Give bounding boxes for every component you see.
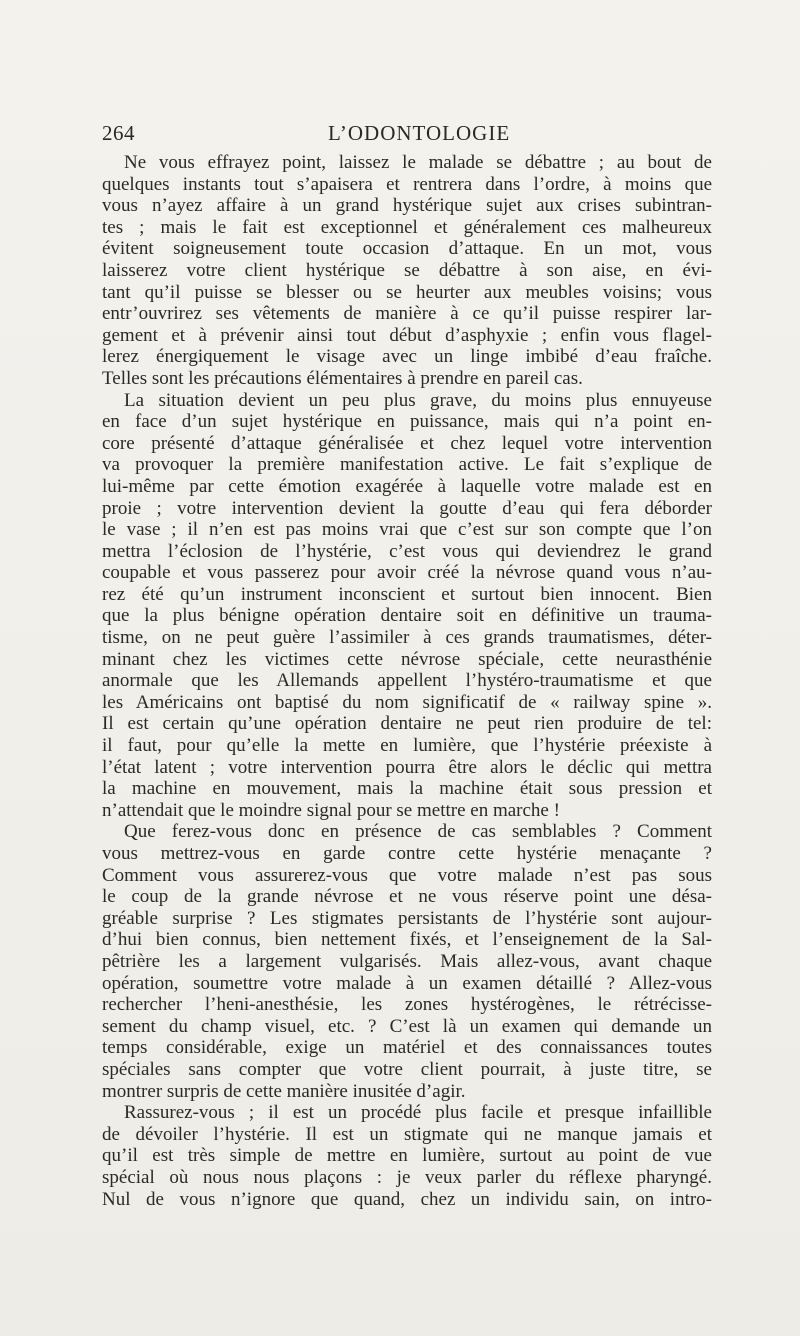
text-line: quelques instants tout s’apaisera et rentrera dans l’ordre, à moins que bbox=[102, 173, 712, 195]
text-line: anormale que les Allemands appellent l’hystéro-traumatisme et que bbox=[102, 670, 712, 692]
text-line: évitent soigneusement toute occasion d’attaque. En un mot, vous bbox=[102, 238, 712, 260]
text-line: lui-même par cette émotion exagérée à laquelle votre malade est en bbox=[102, 475, 712, 497]
text-line: en face d’un sujet hystérique en puissance, mais qui n’a point en- bbox=[102, 411, 712, 433]
body-text bbox=[102, 152, 712, 1210]
text-line: Il est certain qu’une opération dentaire ne peut rien produire de tel: bbox=[102, 713, 712, 735]
text-line: Nul de vous n’ignore que quand, chez un individu sain, on intro- bbox=[102, 1188, 712, 1210]
text-line: spéciales sans compter que votre client pourrait, à juste titre, se bbox=[102, 1058, 712, 1080]
text-line: rez été qu’un instrument inconscient et surtout bien innocent. Bien bbox=[102, 583, 712, 605]
text-line: proie ; votre intervention devient la goutte d’eau qui fera déborder bbox=[102, 497, 712, 519]
text-line: tisme, on ne peut guère l’assimiler à ces grands traumatismes, déter- bbox=[102, 627, 712, 649]
text-line: Que ferez-vous donc en présence de cas semblables ? Comment bbox=[124, 821, 712, 843]
text-line: il faut, pour qu’elle la mette en lumière, que l’hystérie préexiste à bbox=[102, 735, 712, 757]
text-line: rechercher l’heni-anesthésie, les zones hystérogènes, le rétrécisse- bbox=[102, 994, 712, 1016]
text-line: spécial où nous nous plaçons : je veux parler du réflexe pharyngé. bbox=[102, 1166, 712, 1188]
text-line: Ne vous effrayez point, laissez le malade se débattre ; au bout de bbox=[124, 152, 712, 173]
text-line: Rassurez-vous ; il est un procédé plus facile et presque infaillible bbox=[124, 1102, 712, 1124]
text-line: Telles sont les précautions élémentaires à prendre en pareil cas. bbox=[102, 367, 583, 389]
text-line: gréable surprise ? Les stigmates persistants de l’hystérie sont aujour- bbox=[102, 907, 712, 929]
text-line: lerez énergiquement le visage avec un linge imbibé d’eau fraîche. bbox=[102, 346, 712, 368]
page-number: 264 bbox=[102, 121, 135, 145]
text-line: de dévoiler l’hystérie. Il est un stigmate qui ne manque jamais et bbox=[102, 1123, 712, 1145]
text-line: qu’il est très simple de mettre en lumière, surtout au point de vue bbox=[102, 1145, 712, 1167]
text-line: va provoquer la première manifestation active. Le fait s’explique de bbox=[102, 454, 712, 476]
text-line: vous n’ayez affaire à un grand hystérique sujet aux crises subintran- bbox=[102, 195, 712, 217]
text-line: laisserez votre client hystérique se débattre à son aise, en évi- bbox=[102, 259, 712, 281]
text-line: tant qu’il puisse se blesser ou se heurter aux meubles voisins; vous bbox=[102, 281, 712, 303]
text-line: opération, soumettre votre malade à un examen détaillé ? Allez-vous bbox=[102, 972, 712, 994]
text-line: n’attendait que le moindre signal pour se mettre en marche ! bbox=[102, 799, 560, 821]
text-line: coupable et vous passerez pour avoir créé la névrose quand vous n’au- bbox=[102, 562, 712, 584]
text-line: d’hui bien connus, bien nettement fixés, et l’enseignement de la Sal- bbox=[102, 929, 712, 951]
page-header bbox=[102, 118, 712, 150]
text-line: entr’ouvrirez ses vêtements de manière à ce qu’il puisse respirer lar- bbox=[102, 303, 712, 325]
running-title: L’ODONTOLOGIE bbox=[328, 121, 511, 145]
text-line: montrer surpris de cette manière inusitée d’agir. bbox=[102, 1080, 466, 1102]
text-line: mettra l’éclosion de l’hystérie, c’est vous qui deviendrez le grand bbox=[102, 540, 712, 562]
text-line: l’état latent ; votre intervention pourra être alors le déclic qui mettra bbox=[102, 756, 712, 778]
text-line: minant chez les victimes cette névrose spéciale, cette neurasthénie bbox=[102, 648, 712, 670]
text-line: La situation devient un peu plus grave, du moins plus ennuyeuse bbox=[124, 389, 712, 411]
text-line: le coup de la grande névrose et ne vous réserve point une désa- bbox=[102, 886, 712, 908]
text-line: vous mettrez-vous en garde contre cette hystérie menaçante ? bbox=[102, 843, 712, 864]
text-line: temps considérable, exige un matériel et des connaissances toutes bbox=[102, 1037, 712, 1059]
text-line: pêtrière les a largement vulgarisés. Mais allez-vous, avant chaque bbox=[102, 950, 712, 972]
text-line: le vase ; il n’en est pas moins vrai que c’est sur son compte que l’on bbox=[102, 519, 712, 541]
text-line: tes ; mais le fait est exceptionnel et généralement ces malheureux bbox=[102, 216, 712, 238]
text-line: que la plus bénigne opération dentaire soit en définitive un trauma- bbox=[102, 605, 712, 627]
text-line: gement et à prévenir ainsi tout début d’asphyxie ; enfin vous flagel- bbox=[102, 324, 712, 346]
text-line: core présenté d’attaque généralisée et chez lequel votre intervention bbox=[102, 432, 712, 454]
text-line: sement du champ visuel, etc. ? C’est là un examen qui demande un bbox=[102, 1015, 712, 1037]
text-line: la machine en mouvement, mais la machine était sous pression et bbox=[102, 778, 712, 800]
text-line: les Américains ont baptisé du nom significatif de « railway spine ». bbox=[102, 691, 712, 713]
text-line: Comment vous assurerez-vous que votre malade n’est pas sous bbox=[102, 864, 712, 886]
